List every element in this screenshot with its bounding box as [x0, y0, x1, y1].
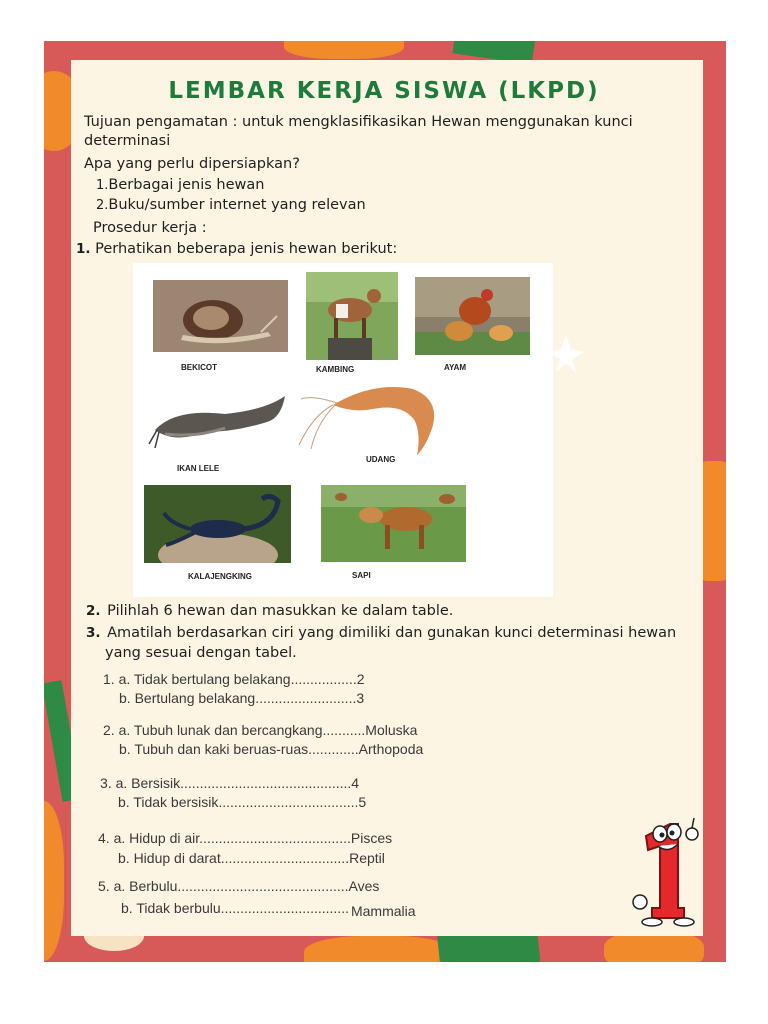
- key-3a: 3. a. Bersisik............................................4: [100, 775, 360, 791]
- procedure-step-3-continued: yang sesuai dengan tabel.: [105, 645, 297, 661]
- number-one-mascot: [630, 816, 706, 928]
- key-5b-text: b. Tidak berbulu.................................: [121, 900, 349, 916]
- key-5a: 5. a. Berbulu............................................Aves: [98, 878, 380, 894]
- prep-item-number: 1.: [96, 178, 109, 193]
- page-title: LEMBAR KERJA SISWA (LKPD): [168, 78, 600, 104]
- caption-bekicot: BEKICOT: [181, 363, 217, 372]
- goat-icon: [306, 272, 398, 360]
- scorpion-icon: [144, 485, 291, 563]
- key-4b: b. Hidup di darat.................................Reptil: [118, 850, 385, 866]
- cow-icon: [321, 485, 466, 562]
- key-4a: 4. a. Hidup di air.......................................Pisces: [98, 830, 393, 846]
- caption-kambing: KAMBING: [316, 365, 355, 374]
- prep-heading: Apa yang perlu dipersiapkan?: [84, 156, 300, 172]
- step-number: 1.: [76, 241, 91, 257]
- key-2b: b. Tubuh dan kaki beruas-ruas.............Arthopoda: [119, 741, 424, 757]
- mascot-icon: [630, 816, 706, 928]
- step-number: 2.: [86, 603, 101, 619]
- key-2a: 2. a. Tubuh lunak dan bercangkang...........Moluska: [103, 722, 418, 738]
- animal-photo-panel: [133, 263, 553, 597]
- procedure-step-3: [86, 625, 676, 641]
- star-decoration: [546, 334, 586, 374]
- catfish-icon: [145, 388, 290, 453]
- key-1a: 1. a. Tidak bertulang belakang.................2: [103, 671, 365, 687]
- orange-shape: [44, 801, 64, 961]
- snail-icon: [153, 280, 288, 352]
- caption-sapi: SAPI: [352, 571, 371, 580]
- photo-kalajengking: [144, 485, 291, 563]
- prep-item-2: [96, 197, 366, 213]
- chicken-icon: [415, 277, 530, 355]
- photo-sapi: [321, 485, 466, 562]
- objective-line-2: determinasi: [84, 133, 171, 149]
- procedure-step-1: [76, 241, 397, 257]
- photo-kambing: [306, 272, 398, 360]
- orange-shape: [284, 41, 404, 59]
- key-1b: b. Bertulang belakang..........................3: [119, 690, 365, 706]
- orange-shape: [304, 936, 454, 962]
- step-text: Amatilah berdasarkan ciri yang dimiliki dan gunakan kunci determinasi hewan: [107, 625, 677, 641]
- prep-item-1: [96, 177, 264, 193]
- caption-ayam: AYAM: [444, 363, 467, 372]
- key-5b-result: Mammalia: [350, 903, 416, 919]
- caption-kalajengking: KALAJENGKING: [188, 572, 253, 581]
- photo-bekicot: [153, 280, 288, 352]
- photo-udang: [293, 375, 443, 457]
- procedure-heading: Prosedur kerja :: [93, 220, 207, 236]
- photo-ikan-lele: [145, 388, 290, 453]
- prep-item-text: Buku/sumber internet yang relevan: [108, 197, 366, 213]
- step-number: 3.: [86, 625, 101, 641]
- prep-item-text: Berbagai jenis hewan: [108, 177, 265, 193]
- caption-udang: UDANG: [366, 455, 396, 464]
- step-text: Pilihlah 6 hewan dan masukkan ke dalam table.: [107, 603, 454, 619]
- caption-ikan-lele: IKAN LELE: [177, 464, 220, 473]
- shrimp-icon: [293, 375, 443, 457]
- photo-ayam: [415, 277, 530, 355]
- objective-line-1: Tujuan pengamatan : untuk mengklasifikasikan Hewan menggunakan kunci: [84, 114, 633, 130]
- procedure-step-2: [86, 603, 453, 619]
- key-3b: b. Tidak bersisik....................................5: [118, 794, 367, 810]
- prep-item-number: 2.: [96, 198, 109, 213]
- key-5b: [121, 900, 416, 919]
- step-text: Perhatikan beberapa jenis hewan berikut:: [95, 241, 398, 257]
